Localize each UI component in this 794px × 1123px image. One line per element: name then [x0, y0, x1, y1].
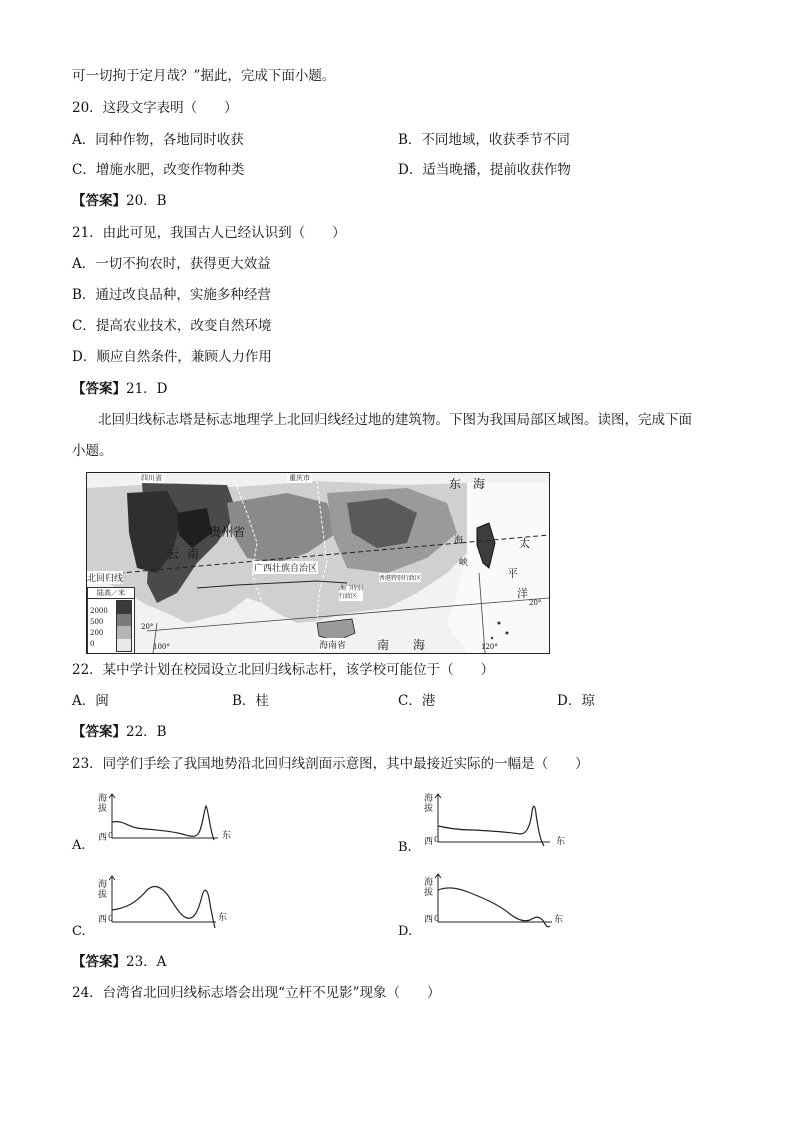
q21-option-a: A．一切不拘农时，获得更大效益: [72, 256, 271, 272]
legend-values: [90, 606, 108, 650]
profile-figure-c: [72, 872, 232, 944]
map-label-ping: 平: [507, 567, 518, 580]
axis-west-label: 西: [424, 837, 434, 847]
q22-option-a: A．闽: [72, 693, 109, 709]
map-label-tropic: 北回归线: [87, 571, 123, 584]
map-label-hai: 海: [454, 536, 464, 546]
intro-tail: 可一切拘于定月哉？”据此，完成下面小题。: [72, 68, 336, 84]
q21-option-c: C．提高农业技术，改变自然环境: [72, 318, 272, 334]
axis-vertical-label: 海拔: [98, 880, 108, 900]
map-label-lon100: 100°: [153, 643, 170, 651]
legend-swatch-0: [117, 639, 131, 652]
map-legend: [87, 587, 135, 654]
map-label-yang: 洋: [517, 587, 528, 600]
option-label-b: B.: [398, 840, 412, 855]
profile-curve-a: [72, 790, 222, 850]
q20-option-d: D．适当晚播，提前收获作物: [398, 162, 571, 178]
q20-answer: [72, 191, 167, 211]
answer-tag: 【答案】: [72, 381, 126, 397]
passage-line-1: 北回归线标志塔是标志地理学上北回归线经过地的建筑物。下图为我国局部区域图。读图，完成下面: [98, 412, 692, 428]
axis-origin-label: 0: [434, 914, 440, 923]
axis-east-label: 东: [554, 915, 564, 925]
map-label-nanhai: 南 海: [377, 638, 426, 652]
axis-west-label: 西: [98, 915, 108, 925]
map-label-hk: 香港特别行政区: [379, 575, 422, 582]
map-label-sichuan: 四川省: [141, 474, 162, 482]
profile-curve-c: [72, 872, 232, 936]
axis-vertical-label: 海拔: [424, 794, 434, 814]
option-label-a: A.: [72, 838, 86, 853]
option-label-d: D.: [398, 924, 413, 939]
legend-color-bar: [116, 600, 132, 652]
map-label-macau-line-1: 澳门特别: [339, 585, 364, 592]
map-label-lat20-left: 20°: [141, 623, 154, 631]
axis-east-label: 东: [222, 831, 232, 841]
legend-title: 陆高／米: [88, 588, 134, 599]
map-label-tai: 太: [519, 537, 530, 550]
q21-stem: 21．由此可见，我国古人已经认识到（ ）: [72, 225, 346, 241]
map-label-macau-line-2: 行政区: [339, 593, 358, 600]
option-label-c: C.: [72, 924, 86, 939]
map-label-guangxi: 广西壮族自治区: [253, 561, 318, 574]
answer-tag: 【答案】: [72, 193, 126, 209]
q20-option-a: A．同种作物，各地同时收获: [72, 132, 244, 148]
map-label-macau: [339, 585, 363, 601]
region-map: [86, 472, 550, 654]
q20-option-b: B．不同地域，收获季节不同: [398, 132, 570, 148]
legend-value-2000: 2000: [90, 607, 108, 615]
axis-west-label: 西: [424, 915, 434, 925]
legend-swatch-2000: [117, 601, 131, 614]
q21-option-b: B．通过改良品种，实施多种经营: [72, 287, 271, 303]
q22-stem: 22．某中学计划在校园设立北回归线标志杆，该学校可能位于（ ）: [72, 662, 495, 678]
profile-figure-d: [398, 870, 568, 944]
q22-option-b: B．桂: [232, 693, 269, 709]
map-label-chongqing: 重庆市: [289, 474, 310, 482]
q22-answer: [72, 722, 167, 742]
map-label-donghai: 东 海: [449, 477, 486, 491]
map-label-yunnan: 云南: [167, 547, 208, 561]
axis-east-label: 东: [218, 913, 228, 923]
passage-line-2: 小题。: [72, 443, 113, 459]
q21-answer: [72, 379, 168, 399]
axis-east-label: 东: [556, 837, 566, 847]
legend-swatch-200: [117, 626, 131, 639]
map-label-hainan: 海南省: [319, 638, 346, 651]
q24-stem: 24．台湾省北回归线标志塔会出现“立杆不见影”现象（ ）: [72, 985, 441, 1001]
axis-vertical-label: 海拔: [424, 878, 434, 898]
axis-origin-label: 0: [434, 835, 440, 844]
answer-value: 23．A: [126, 954, 167, 970]
q23-answer: [72, 952, 166, 972]
q22-option-c: C．港: [398, 693, 436, 709]
axis-origin-label: 0: [108, 831, 114, 840]
legend-value-500: 500: [90, 618, 104, 626]
answer-value: 22．B: [126, 724, 167, 740]
answer-tag: 【答案】: [72, 724, 126, 740]
profile-figure-a: [72, 790, 232, 860]
axis-vertical-label: 海拔: [98, 794, 108, 814]
map-label-lon120: 120°: [481, 643, 498, 651]
q22-option-d: D．琼: [557, 693, 595, 709]
map-label-lat20-right: 20°: [529, 599, 542, 607]
axis-origin-label: 0: [108, 914, 114, 923]
answer-value: 20．B: [126, 193, 167, 209]
legend-swatch-500: [117, 614, 131, 627]
q21-option-d: D．顺应自然条件，兼顾人力作用: [72, 349, 272, 365]
profile-curve-b: [398, 790, 568, 852]
q23-stem: 23．同学们手绘了我国地势沿北回归线剖面示意图，其中最接近实际的一幅是（ ）: [72, 756, 589, 772]
profile-curve-d: [398, 870, 568, 936]
map-label-guizhou: 贵州省: [209, 525, 246, 539]
answer-tag: 【答案】: [72, 954, 126, 970]
legend-value-200: 200: [90, 629, 104, 637]
map-label-xia: 峡: [459, 558, 469, 568]
q20-stem: 20．这段文字表明（ ）: [72, 100, 238, 116]
answer-value: 21．D: [126, 381, 168, 397]
q20-option-c: C．增施水肥，改变作物种类: [72, 162, 245, 178]
axis-west-label: 西: [98, 833, 108, 843]
profile-figure-b: [398, 790, 568, 860]
legend-value-0: 0: [90, 640, 95, 648]
